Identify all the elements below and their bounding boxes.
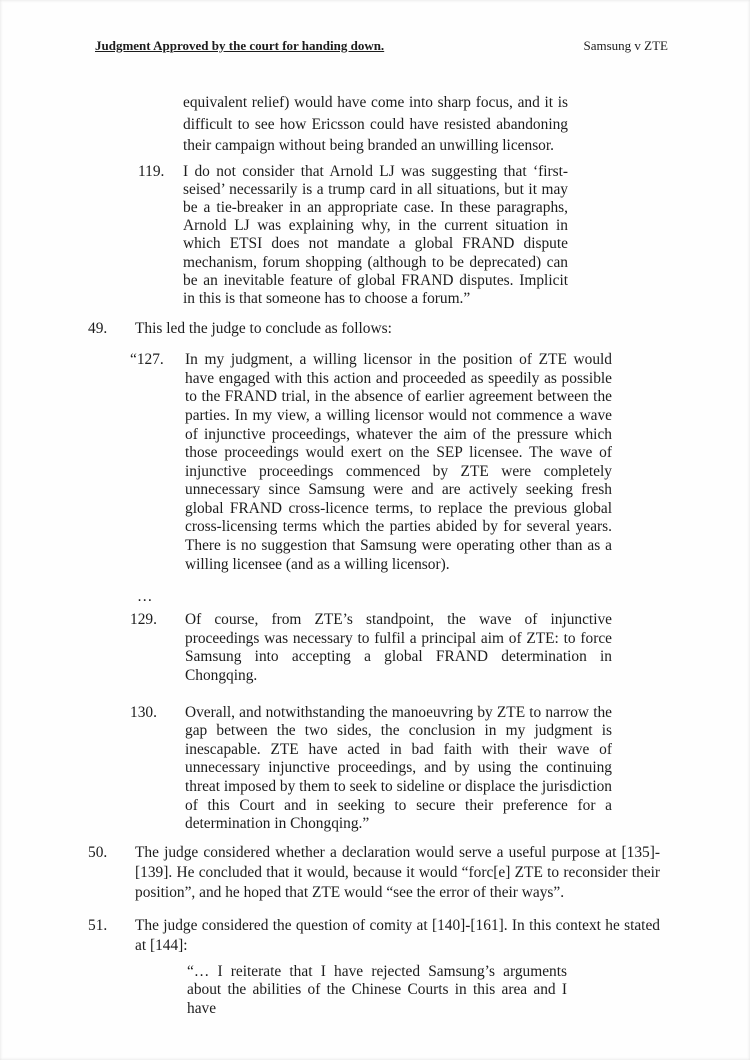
paragraph-130-text: Overall, and notwithstanding the manoeuvring by ZTE to narrow the gap between the two sides, the conclusion in my judgment is inescapable. ZTE have acted in bad faith with their wave of unnecessary injunctive proceedings, and by using the continuing threat imposed by them to seek to sideline or displace the jurisdiction of this Court and in seeking to secure their preference for a determination in Chongqing.” <box>185 703 612 833</box>
quoted-paragraph-144-excerpt: “… I reiterate that I have rejected Samsung’s arguments about the abilities of the Chinese Courts in this area and I have <box>187 962 567 1017</box>
paragraph-number-130: 130. <box>130 703 157 721</box>
paragraph-49-text: This led the judge to conclude as follows: <box>135 320 392 338</box>
paragraph-129-text: Of course, from ZTE’s standpoint, the wave of injunctive proceedings was necessary to fulfil a principal aim of ZTE: to force Samsung into accepting a global FRAND determination in Chongqing. <box>185 611 612 685</box>
paragraph-51 <box>88 916 750 956</box>
paragraph-50 <box>88 843 750 903</box>
paragraph-number-127: “127. <box>130 351 164 369</box>
paragraph-119-text: I do not consider that Arnold LJ was suggesting that ‘first-seised’ necessarily is a trump card in all situations, but it may be a tie-breaker in an appropriate case. In these paragraphs, Arnold LJ was explaining why, in the current situation in which ETSI does not mandate a global FRAND dispute mechanism, forum shopping (although to be deprecated) can be an inevitable feature of global FRAND disputes. Implicit in this is that someone has to choose a forum.” <box>183 162 568 307</box>
sub-paragraph-119 <box>138 163 750 309</box>
paragraph-49 <box>88 319 750 339</box>
quoted-paragraph-129 <box>130 611 750 685</box>
header-approval-note: Judgment Approved by the court for handing down. <box>95 38 385 53</box>
paragraph-number-49: 49. <box>88 320 108 338</box>
paragraph-number-119: 119. <box>138 162 165 180</box>
paragraph-51-text: The judge considered the question of comity at [140]-[161]. In this context he stated at [144]: <box>135 916 660 954</box>
page-header <box>0 0 750 54</box>
quoted-paragraph-127 <box>130 351 750 574</box>
quoted-paragraph-130 <box>130 704 750 834</box>
paragraph-127-text: In my judgment, a willing licensor in the position of ZTE would have engaged with this action and proceeded as speedily as possible to the FRAND trial, in the absence of earlier agreement between the parties. In my view, a willing licensor would not commence a wave of injunctive proceedings, whatever the aim of the pressure which those proceedings would exert on the SEP licensee. The wave of injunctive proceedings commenced by ZTE were completely unnecessary since Samsung were and are actively seeking fresh global FRAND cross-licence terms, to replace the previous global cross-licensing terms which the parties abided by for several years. There is no suggestion that Samsung were operating other than as a willing licensee (and as a willing licensor). <box>185 351 612 573</box>
paragraph-number-50: 50. <box>88 843 108 861</box>
paragraph-50-text: The judge considered whether a declaration would serve a useful purpose at [135]-[139]. He concluded that it would, because it would “forc[e] ZTE to reconsider their position”, and he hoped that ZTE would “see the error of their ways”. <box>135 843 660 901</box>
quoted-paragraph-continuation: equivalent relief) would have come into sharp focus, and it is difficult to see how Ericsson could have resisted abandoning their campaign without being branded an unwilling licensor. <box>183 94 568 154</box>
header-case-name: Samsung v ZTE <box>583 38 668 53</box>
paragraph-number-51: 51. <box>88 916 108 934</box>
paragraph-number-129: 129. <box>130 611 157 629</box>
quote-ellipsis: … <box>137 588 153 606</box>
